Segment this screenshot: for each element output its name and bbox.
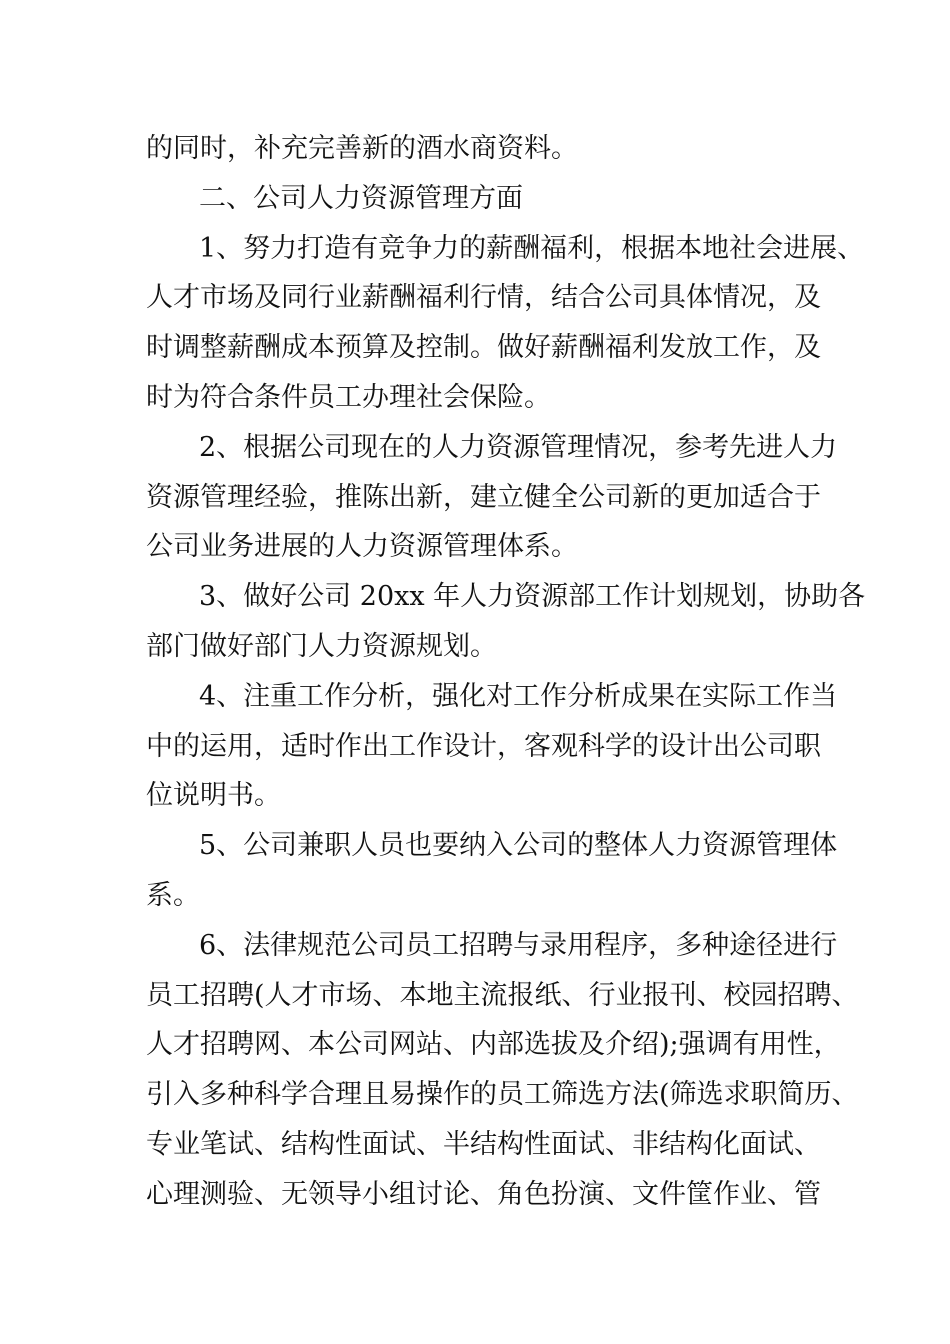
- text-line: 中的运用，适时作出工作设计，客观科学的设计出公司职: [146, 730, 821, 762]
- text-line: 时为符合条件员工办理社会保险。: [146, 381, 551, 413]
- text-line: 6、法律规范公司员工招聘与录用程序，多种途径进行: [199, 929, 838, 961]
- text-line: 5、公司兼职人员也要纳入公司的整体人力资源管理体: [199, 830, 838, 862]
- section-heading: 二、公司人力资源管理方面: [199, 182, 523, 214]
- text-line: 4、注重工作分析，强化对工作分析成果在实际工作当: [199, 680, 838, 712]
- text-line: 引入多种科学合理且易操作的员工筛选方法(筛选求职简历、: [146, 1079, 859, 1111]
- text-line: 公司业务进展的人力资源管理体系。: [146, 531, 578, 563]
- document-body: [146, 124, 866, 1220]
- text-line: 3、做好公司 20xx 年人力资源部工作计划规划，协助各: [199, 581, 866, 613]
- text-line: 资源管理经验，推陈出新，建立健全公司新的更加适合于: [146, 481, 821, 513]
- text-line: 系。: [146, 879, 200, 911]
- text-line: 员工招聘(人才市场、本地主流报纸、行业报刊、校园招聘、: [146, 979, 859, 1011]
- text-line: 时调整薪酬成本预算及控制。做好薪酬福利发放工作，及: [146, 332, 821, 364]
- text-line: 1、努力打造有竞争力的薪酬福利，根据本地社会进展、: [199, 232, 865, 264]
- text-line: 人才招聘网、本公司网站、内部选拔及介绍);强调有用性，: [146, 1029, 841, 1061]
- text-line: 心理测验、无领导小组讨论、角色扮演、文件筐作业、管: [146, 1178, 821, 1210]
- text-line: 2、根据公司现在的人力资源管理情况，参考先进人力: [199, 431, 838, 463]
- text-line: 的同时，补充完善新的酒水商资料。: [146, 133, 578, 164]
- text-line: 部门做好部门人力资源规划。: [146, 630, 497, 662]
- text-line: 人才市场及同行业薪酬福利行情，结合公司具体情况，及: [146, 282, 821, 314]
- text-line: 专业笔试、结构性面试、半结构性面试、非结构化面试、: [146, 1128, 821, 1160]
- text-line: 位说明书。: [146, 780, 281, 812]
